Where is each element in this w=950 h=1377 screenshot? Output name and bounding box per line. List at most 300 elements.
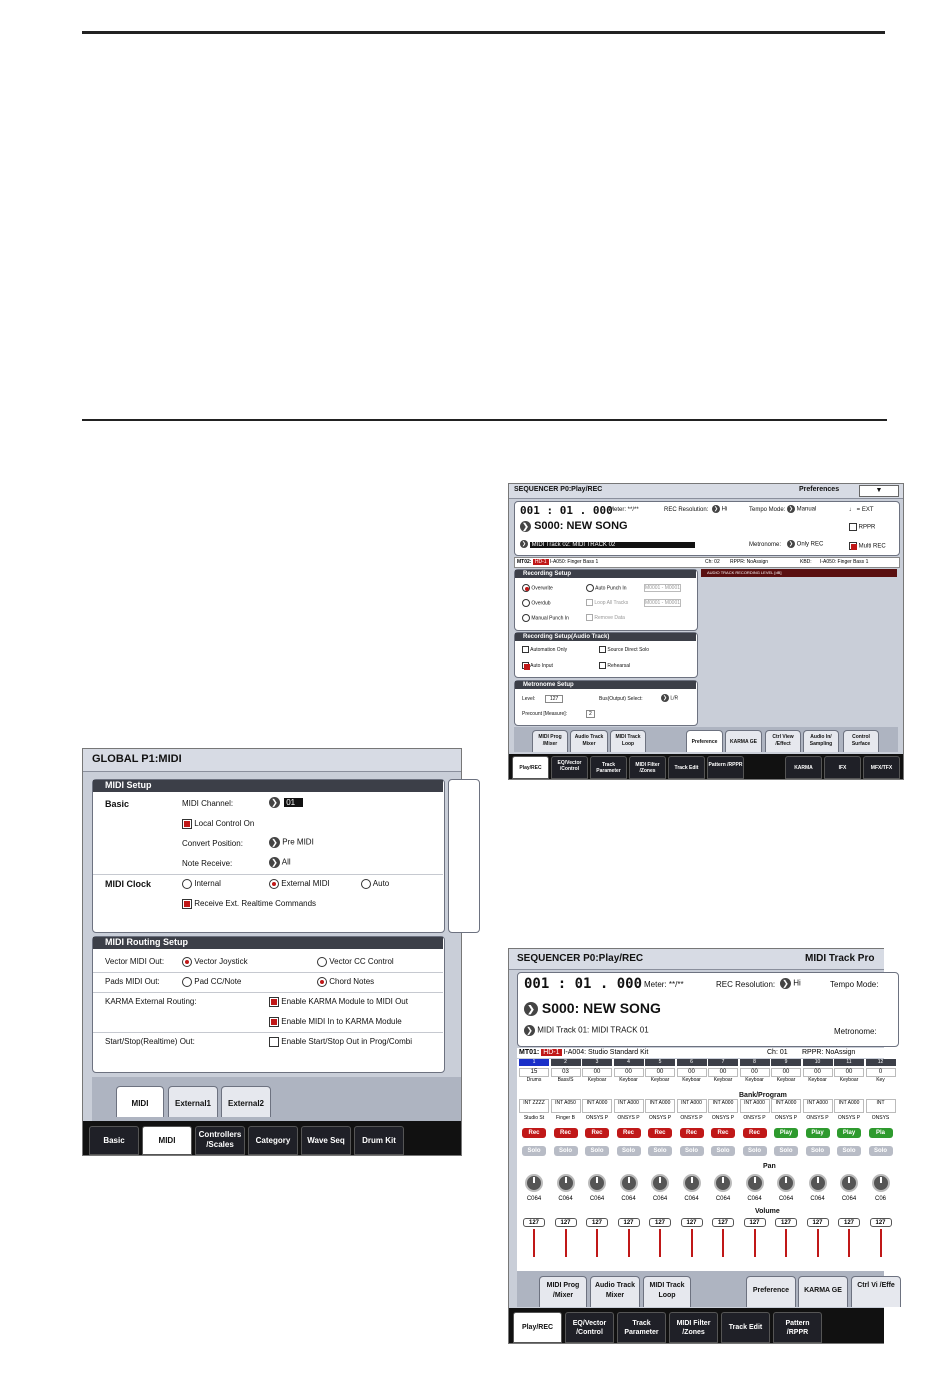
checkbox-icon bbox=[269, 1017, 279, 1027]
tab-preference[interactable]: Preference bbox=[746, 1276, 796, 1307]
section-rule bbox=[82, 419, 887, 421]
volume-fader[interactable] bbox=[659, 1229, 661, 1257]
basic-label: Basic bbox=[105, 799, 130, 809]
checkbox-icon bbox=[599, 646, 606, 653]
track-state-button[interactable]: Rec bbox=[648, 1128, 672, 1138]
track-category-name: Keyboar bbox=[808, 1077, 827, 1083]
tab-control-surface[interactable]: Control Surface bbox=[843, 730, 879, 752]
track-category[interactable]: 00 bbox=[771, 1068, 801, 1077]
side-panel bbox=[448, 779, 480, 933]
bus-label: Bus(Output) Select: bbox=[599, 696, 643, 702]
page-menu[interactable]: MIDI Track Pro bbox=[805, 953, 875, 964]
track-volume-value[interactable]: 127 bbox=[838, 1218, 860, 1227]
track-pan-value: C064 bbox=[841, 1196, 857, 1202]
track-bank[interactable]: INT A000 bbox=[614, 1099, 644, 1113]
rec-resolution-popup[interactable]: ❯ Hi bbox=[780, 978, 801, 989]
track-bank[interactable]: INT A050 bbox=[551, 1099, 581, 1113]
pan-knob-icon[interactable] bbox=[809, 1174, 827, 1192]
bottom-tab-karma[interactable]: KARMA bbox=[785, 756, 822, 779]
auto-punch-radio[interactable]: Auto Punch In bbox=[586, 584, 627, 592]
popup-arrow-icon: ❯ bbox=[780, 978, 791, 989]
pan-knob-icon[interactable] bbox=[525, 1174, 543, 1192]
tab-karma-ge[interactable]: KARMA GE bbox=[798, 1276, 848, 1307]
track-volume-value[interactable]: 127 bbox=[649, 1218, 671, 1227]
radio-icon bbox=[269, 879, 279, 889]
popup-arrow-icon: ❯ bbox=[788, 541, 794, 547]
track-pan-value: C064 bbox=[684, 1196, 699, 1202]
track-number: 3 bbox=[582, 1059, 612, 1066]
track-state-button[interactable]: Rec bbox=[554, 1128, 578, 1138]
note-receive-popup[interactable]: ❯ All bbox=[269, 857, 291, 868]
clock-internal-radio[interactable]: Internal bbox=[182, 879, 221, 889]
bottom-tab-drum-kit[interactable]: Drum Kit bbox=[354, 1126, 404, 1155]
bottom-tab-eq-vector[interactable]: EQ/Vector /Control bbox=[565, 1312, 614, 1343]
track-volume-value[interactable]: 127 bbox=[807, 1218, 829, 1227]
punch-range[interactable]: M0001 - M0001 bbox=[645, 585, 681, 591]
clock-auto-radio[interactable]: Auto bbox=[361, 879, 389, 889]
popup-arrow-icon: ❯ bbox=[269, 857, 280, 868]
tempo-mode-label: Tempo Mode: bbox=[749, 507, 786, 513]
bottom-tab-midi-filter[interactable]: MIDI Filter /Zones bbox=[669, 1312, 718, 1343]
midi-to-karma-checkbox[interactable]: Enable MIDI In to KARMA Module bbox=[269, 1017, 402, 1027]
pad-cc-radio[interactable]: Pad CC/Note bbox=[182, 977, 241, 987]
track-info-bar bbox=[514, 557, 900, 568]
track-number: 5 bbox=[645, 1059, 675, 1066]
track-program-name: ONSYS P bbox=[743, 1115, 766, 1121]
rppr-checkbox[interactable]: RPPR bbox=[849, 523, 875, 531]
karma-to-midi-checkbox[interactable]: Enable KARMA Module to MIDI Out bbox=[269, 997, 408, 1007]
volume-fader[interactable] bbox=[817, 1229, 819, 1257]
track-category[interactable]: 00 bbox=[677, 1068, 707, 1077]
track-bank[interactable]: INT ZZZZ bbox=[519, 1099, 549, 1113]
track-pan-value: C064 bbox=[747, 1196, 762, 1202]
popup-arrow-icon: ❯ bbox=[662, 695, 668, 701]
divider bbox=[93, 992, 443, 993]
local-control-checkbox[interactable]: Local Control On bbox=[182, 819, 254, 829]
track-category-name: Keyboar bbox=[619, 1077, 638, 1083]
track-select[interactable]: ❯ MIDI Track 01: MIDI TRACK 01 bbox=[524, 1025, 649, 1036]
rec-resolution-label: REC Resolution: bbox=[716, 980, 776, 989]
tab-midi-prog-mixer[interactable]: MIDI Prog /Mixer bbox=[539, 1276, 587, 1307]
radio-icon bbox=[586, 584, 594, 592]
metronome-popup[interactable]: ❯ Only REC bbox=[788, 541, 824, 548]
track-bank[interactable]: INT bbox=[866, 1099, 896, 1113]
radio-icon bbox=[182, 957, 192, 967]
auto-input-checkbox[interactable]: Auto Input bbox=[522, 662, 553, 669]
track-category-name: Bass/S bbox=[557, 1077, 574, 1083]
rec-resolution-popup[interactable]: ❯ Hi bbox=[713, 506, 728, 513]
volume-fader[interactable] bbox=[565, 1229, 567, 1257]
track-state-button[interactable]: Play bbox=[806, 1128, 830, 1138]
meter-display: Meter: **/** bbox=[644, 980, 684, 989]
track-state-button[interactable]: Pla bbox=[869, 1128, 893, 1138]
sequencer-mixer-screenshot bbox=[508, 948, 895, 1344]
info-kbd: KBD: bbox=[800, 559, 812, 565]
track-category[interactable]: 00 bbox=[803, 1068, 833, 1077]
info-ch: Ch: 02 bbox=[705, 559, 720, 565]
bottom-tab-midi[interactable]: MIDI bbox=[142, 1126, 192, 1155]
track-category[interactable]: 00 bbox=[834, 1068, 864, 1077]
location-display[interactable]: 001 : 01 . 000 bbox=[524, 976, 643, 992]
tab-audio-in-sampling[interactable]: Audio In/ Sampling bbox=[803, 730, 839, 752]
radio-icon bbox=[522, 584, 530, 592]
track-bank[interactable]: INT A000 bbox=[803, 1099, 833, 1113]
checkbox-icon bbox=[849, 542, 857, 550]
track-solo-button[interactable]: Solo bbox=[837, 1146, 861, 1156]
bottom-tab-track-edit[interactable]: Track Edit bbox=[721, 1312, 770, 1343]
bottom-tab-play-rec[interactable]: Play/REC bbox=[512, 756, 549, 779]
track-volume-value[interactable]: 127 bbox=[586, 1218, 608, 1227]
popup-arrow-icon: ❯ bbox=[521, 541, 527, 547]
track-program-name: ONSYS P bbox=[711, 1115, 735, 1121]
audio-level-bar: AUDIO TRACK RECORDING LEVEL [dB] bbox=[701, 569, 897, 577]
track-volume-value[interactable]: 127 bbox=[523, 1218, 545, 1227]
menu-dropdown-icon[interactable]: ▼ bbox=[859, 485, 899, 497]
checkbox-icon bbox=[269, 997, 279, 1007]
level-label: Level: bbox=[522, 696, 536, 702]
bottom-tab-wave-seq[interactable]: Wave Seq bbox=[301, 1126, 351, 1155]
tempo-display: ♩ = EXT bbox=[849, 507, 874, 513]
checkbox-icon bbox=[522, 662, 529, 669]
track-solo-button[interactable]: Solo bbox=[648, 1146, 672, 1156]
overwrite-radio[interactable]: Overwrite bbox=[522, 584, 553, 592]
info-ch: Ch: 01 bbox=[767, 1049, 788, 1056]
startstop-label: Start/Stop(Realtime) Out: bbox=[105, 1037, 195, 1046]
track-program-name: ONSYS P bbox=[617, 1115, 640, 1121]
track-pan-value: C06 bbox=[874, 1196, 886, 1202]
track-category-name: Keyboar bbox=[776, 1077, 796, 1083]
precount-value[interactable]: 2 bbox=[586, 710, 595, 718]
track-number: 2 bbox=[551, 1059, 581, 1066]
popup-arrow-icon: ❯ bbox=[713, 506, 719, 512]
divider bbox=[93, 972, 443, 973]
track-number: 11 bbox=[834, 1059, 864, 1066]
track-program-name: ONSYS P bbox=[680, 1115, 703, 1121]
track-category-name: Keyboar bbox=[650, 1077, 670, 1083]
track-category-name: Key bbox=[876, 1077, 885, 1083]
pan-knob-icon[interactable] bbox=[683, 1174, 701, 1192]
radio-icon bbox=[182, 977, 192, 987]
tab-external1[interactable]: External1 bbox=[168, 1086, 218, 1117]
track-category[interactable]: 00 bbox=[614, 1068, 644, 1077]
track-solo-button[interactable]: Solo bbox=[774, 1146, 798, 1156]
track-solo-button[interactable]: Solo bbox=[711, 1146, 735, 1156]
tab-midi-track-loop[interactable]: MIDI Track Loop bbox=[643, 1276, 691, 1307]
automation-checkbox[interactable]: Automation Only bbox=[522, 646, 567, 653]
track-volume-value[interactable]: 127 bbox=[744, 1218, 766, 1227]
track-state-button[interactable]: Rec bbox=[522, 1128, 546, 1138]
tempo-mode-popup[interactable]: ❯ Manual bbox=[788, 506, 817, 513]
track-number: 12 bbox=[866, 1059, 896, 1066]
volume-fader[interactable] bbox=[691, 1229, 693, 1257]
checkbox-icon bbox=[586, 599, 593, 606]
popup-arrow-icon: ❯ bbox=[269, 837, 280, 848]
pan-knob-icon[interactable] bbox=[588, 1174, 606, 1192]
track-bank[interactable]: INT A000 bbox=[771, 1099, 801, 1113]
page-title-bar bbox=[83, 749, 461, 772]
sequencer-preference-screenshot bbox=[508, 483, 904, 780]
track-solo-button[interactable]: Solo bbox=[522, 1146, 546, 1156]
radio-icon bbox=[522, 599, 530, 607]
track-bank[interactable]: INT A000 bbox=[834, 1099, 864, 1113]
tab-midi-track-loop[interactable]: MIDI Track Loop bbox=[610, 730, 646, 752]
page-title: GLOBAL P1:MIDI bbox=[92, 753, 182, 765]
track-solo-button[interactable]: Solo bbox=[869, 1146, 893, 1156]
radio-icon bbox=[317, 957, 327, 967]
routing-header: MIDI Routing Setup bbox=[93, 937, 443, 949]
track-category[interactable]: 03 bbox=[551, 1068, 581, 1077]
popup-arrow-icon: ❯ bbox=[788, 506, 794, 512]
track-category-name: Drums bbox=[526, 1077, 542, 1083]
tab-karma-ge[interactable]: KARMA GE bbox=[725, 730, 762, 752]
track-state-button[interactable]: Rec bbox=[585, 1128, 609, 1138]
page-title: SEQUENCER P0:Play/REC bbox=[514, 486, 603, 493]
track-pan-value: C064 bbox=[621, 1196, 636, 1202]
metronome-label: Metronome: bbox=[749, 542, 782, 548]
pan-knob-icon[interactable] bbox=[872, 1174, 890, 1192]
track-program-name: ONSYS P bbox=[648, 1115, 672, 1121]
manual-punch-radio[interactable]: Manual Punch In bbox=[522, 614, 569, 622]
info-prog: I-A050: Finger Bass 1 bbox=[549, 559, 599, 565]
radio-icon bbox=[317, 977, 327, 987]
track-category[interactable]: 00 bbox=[708, 1068, 738, 1077]
convert-position-popup[interactable]: ❯ Pre MIDI bbox=[269, 837, 314, 848]
bottom-tab-controllers[interactable]: Controllers /Scales bbox=[195, 1126, 245, 1155]
rec-resolution-label: REC Resolution: bbox=[664, 507, 709, 513]
track-select[interactable]: ❯ MIDI Track 02: MIDI TRACK 02 bbox=[520, 540, 695, 548]
track-category[interactable]: 15 bbox=[519, 1068, 549, 1077]
track-state-button[interactable]: Rec bbox=[743, 1128, 767, 1138]
volume-label: Volume bbox=[755, 1208, 780, 1215]
bottom-tab-pattern-rppr[interactable]: Pattern /RPPR bbox=[773, 1312, 822, 1343]
receive-ext-checkbox[interactable]: Receive Ext. Realtime Commands bbox=[182, 899, 316, 909]
track-program-name: ONSYS P bbox=[806, 1115, 829, 1121]
pan-knob-icon[interactable] bbox=[714, 1174, 732, 1192]
midi-channel-popup[interactable] bbox=[269, 797, 303, 808]
karma-label: KARMA External Routing: bbox=[105, 997, 197, 1006]
mixer-area bbox=[517, 1059, 884, 1271]
popup-arrow-icon: ❯ bbox=[269, 797, 280, 808]
volume-fader[interactable] bbox=[785, 1229, 787, 1257]
track-state-button[interactable]: Rec bbox=[617, 1128, 641, 1138]
tab-midi-prog-mixer[interactable]: MIDI Prog /Mixer bbox=[532, 730, 568, 752]
volume-fader[interactable] bbox=[880, 1229, 882, 1257]
loop-range[interactable]: M0001 - M0001 bbox=[645, 600, 681, 606]
track-volume-value[interactable]: 127 bbox=[870, 1218, 892, 1227]
track-bank[interactable]: INT A000 bbox=[708, 1099, 738, 1113]
track-volume-value[interactable]: 127 bbox=[775, 1218, 797, 1227]
volume-fader[interactable] bbox=[722, 1229, 724, 1257]
remove-data-checkbox[interactable]: Remove Data bbox=[586, 614, 625, 621]
divider bbox=[93, 874, 443, 875]
track-category[interactable]: 00 bbox=[740, 1068, 770, 1077]
track-program-name: ONSYS P bbox=[837, 1115, 861, 1121]
track-solo-button[interactable]: Solo bbox=[806, 1146, 830, 1156]
track-pan-value: C064 bbox=[652, 1196, 668, 1202]
track-program-name: Finger B bbox=[556, 1115, 575, 1121]
pan-knob-icon[interactable] bbox=[651, 1174, 669, 1192]
popup-arrow-icon: ❯ bbox=[524, 1002, 538, 1016]
bottom-tab-basic[interactable]: Basic bbox=[89, 1126, 139, 1155]
track-volume-value[interactable]: 127 bbox=[712, 1218, 734, 1227]
track-number: 4 bbox=[614, 1059, 644, 1066]
checkbox-icon bbox=[586, 614, 593, 621]
bottom-tab-track-parameter[interactable]: Track Parameter bbox=[590, 756, 627, 779]
track-category[interactable]: 0 bbox=[866, 1068, 896, 1077]
track-category[interactable]: 00 bbox=[645, 1068, 675, 1077]
precount-label: Precount [Measure]: bbox=[522, 711, 568, 717]
track-category-name: Keyboar bbox=[745, 1077, 764, 1083]
volume-fader[interactable] bbox=[596, 1229, 598, 1257]
tab-ctrl-view-effect[interactable]: Ctrl View /Effect bbox=[765, 730, 801, 752]
volume-fader[interactable] bbox=[628, 1229, 630, 1257]
recording-setup-header: Recording Setup bbox=[515, 570, 696, 578]
checkbox-icon bbox=[269, 1037, 279, 1047]
info-hd: HD-1 bbox=[534, 559, 547, 565]
popup-arrow-icon: ❯ bbox=[520, 521, 531, 532]
pan-knob-icon[interactable] bbox=[840, 1174, 858, 1192]
convert-position-label: Convert Position: bbox=[182, 839, 243, 848]
bus-popup[interactable]: ❯ L/R bbox=[662, 695, 679, 702]
song-select[interactable]: ❯ S000: NEW SONG bbox=[520, 520, 628, 532]
radio-icon bbox=[182, 879, 192, 889]
track-bank[interactable]: INT A000 bbox=[677, 1099, 707, 1113]
vector-label: Vector MIDI Out: bbox=[105, 957, 165, 966]
tab-midi[interactable]: MIDI bbox=[116, 1086, 164, 1117]
tab-preference[interactable]: Preference bbox=[686, 730, 723, 752]
pan-knob-icon[interactable] bbox=[777, 1174, 795, 1192]
bottom-tab-ifx[interactable]: IFX bbox=[824, 756, 861, 779]
track-number: 6 bbox=[677, 1059, 707, 1066]
info-hd: HD-1 bbox=[543, 1049, 560, 1056]
volume-fader[interactable] bbox=[848, 1229, 850, 1257]
track-state-button[interactable]: Rec bbox=[680, 1128, 704, 1138]
track-solo-button[interactable]: Solo bbox=[554, 1146, 578, 1156]
vector-joystick-radio[interactable]: Vector Joystick bbox=[182, 957, 248, 967]
page-title-bar bbox=[509, 949, 884, 970]
track-pan-value: C064 bbox=[526, 1196, 542, 1202]
clock-external-radio[interactable]: External MIDI bbox=[269, 879, 330, 889]
track-state-button[interactable]: Play bbox=[837, 1128, 861, 1138]
bottom-tab-track-parameter[interactable]: Track Parameter bbox=[617, 1312, 666, 1343]
track-bank[interactable]: INT A000 bbox=[582, 1099, 612, 1113]
midi-channel-label: MIDI Channel: bbox=[182, 799, 234, 808]
chord-notes-radio[interactable]: Chord Notes bbox=[317, 977, 374, 987]
tempo-mode-label: Tempo Mode: bbox=[830, 980, 879, 989]
info-prog: I-A004: Studio Standard Kit bbox=[563, 1049, 649, 1056]
overdub-radio[interactable]: Overdub bbox=[522, 599, 551, 607]
metronome-setup-header: Metronome Setup bbox=[515, 681, 696, 689]
pads-label: Pads MIDI Out: bbox=[105, 977, 160, 986]
audio-setup-header: Recording Setup(Audio Track) bbox=[515, 633, 696, 641]
track-category[interactable]: 00 bbox=[582, 1068, 612, 1077]
bottom-tab-eq-vector[interactable]: EQ/Vector /Control bbox=[551, 756, 588, 779]
tab-ctrl-view-effect[interactable]: Ctrl Vi /Effe bbox=[851, 1276, 901, 1307]
midi-setup-header: MIDI Setup bbox=[93, 780, 443, 792]
checkbox-icon bbox=[599, 662, 606, 669]
level-value[interactable]: 127 bbox=[545, 695, 563, 703]
midi-channel-value[interactable]: 01 bbox=[284, 798, 303, 807]
track-pan-value: C064 bbox=[589, 1196, 605, 1202]
meter-display: Meter: **/** bbox=[609, 507, 639, 513]
track-bank[interactable]: INT A000 bbox=[740, 1099, 770, 1113]
info-mt: MT01: bbox=[519, 1049, 540, 1056]
pan-knob-icon[interactable] bbox=[620, 1174, 638, 1192]
track-state-button[interactable]: Rec bbox=[711, 1128, 735, 1138]
pan-label: Pan bbox=[763, 1163, 776, 1170]
note-receive-label: Note Receive: bbox=[182, 859, 233, 868]
track-solo-button[interactable]: Solo bbox=[585, 1146, 609, 1156]
global-midi-screenshot bbox=[82, 748, 462, 1156]
top-rule bbox=[82, 31, 885, 34]
track-volume-value[interactable]: 127 bbox=[618, 1218, 640, 1227]
track-number: 8 bbox=[740, 1059, 770, 1066]
checkbox-icon bbox=[182, 819, 192, 829]
track-info-bar bbox=[517, 1048, 887, 1058]
info-kbd-prog: I-A050: Finger Bass 1 bbox=[820, 559, 869, 565]
bottom-tab-mfx-tfx[interactable]: MFX/TFX bbox=[863, 756, 900, 779]
vector-cc-radio[interactable]: Vector CC Control bbox=[317, 957, 394, 967]
multi-rec-checkbox[interactable]: Multi REC bbox=[849, 542, 886, 550]
bottom-tab-play-rec[interactable]: Play/REC bbox=[513, 1312, 562, 1343]
track-pan-value: C064 bbox=[715, 1196, 731, 1202]
divider bbox=[93, 1032, 443, 1033]
track-volume-value[interactable]: 127 bbox=[681, 1218, 703, 1227]
track-solo-button[interactable]: Solo bbox=[743, 1146, 767, 1156]
tab-audio-track-mixer[interactable]: Audio Track Mixer bbox=[590, 1276, 640, 1307]
song-select[interactable]: ❯ S000: NEW SONG bbox=[524, 1000, 661, 1016]
metronome-label: Metronome: bbox=[834, 1027, 877, 1036]
tab-audio-track-mixer[interactable]: Audio Track Mixer bbox=[570, 730, 608, 752]
volume-fader[interactable] bbox=[754, 1229, 756, 1257]
track-pan-value: C064 bbox=[810, 1196, 825, 1202]
track-program-name: ONSYS P bbox=[585, 1115, 609, 1121]
track-volume-value[interactable]: 127 bbox=[555, 1218, 577, 1227]
pan-knob-icon[interactable] bbox=[746, 1174, 764, 1192]
bottom-tab-midi-filter[interactable]: MIDI Filter /Zones bbox=[629, 756, 666, 779]
volume-fader[interactable] bbox=[533, 1229, 535, 1257]
track-state-button[interactable]: Play bbox=[774, 1128, 798, 1138]
pan-knob-icon[interactable] bbox=[557, 1174, 575, 1192]
track-category-name: Keyboar bbox=[682, 1077, 701, 1083]
track-bank[interactable]: INT A000 bbox=[645, 1099, 675, 1113]
track-program-name: ONSYS P bbox=[774, 1115, 798, 1121]
startstop-checkbox[interactable]: Enable Start/Stop Out in Prog/Combi bbox=[269, 1037, 412, 1047]
page-menu[interactable]: Preferences bbox=[799, 486, 840, 493]
track-number: 7 bbox=[708, 1059, 738, 1066]
tab-external2[interactable]: External2 bbox=[221, 1086, 271, 1117]
location-display[interactable]: 001 : 01 . 000 bbox=[520, 504, 613, 517]
bottom-tab-track-edit[interactable]: Track Edit bbox=[668, 756, 705, 779]
track-number: 9 bbox=[771, 1059, 801, 1066]
track-solo-button[interactable]: Solo bbox=[617, 1146, 641, 1156]
info-rppr: RPPR: NoAssign bbox=[802, 1049, 856, 1056]
track-solo-button[interactable]: Solo bbox=[680, 1146, 704, 1156]
info-rppr: RPPR: NoAssign bbox=[730, 559, 769, 565]
track-pan-value: C064 bbox=[558, 1196, 573, 1202]
loop-all-checkbox[interactable]: Loop All Tracks bbox=[586, 599, 628, 606]
checkbox-icon bbox=[182, 899, 192, 909]
bottom-tab-pattern-rppr[interactable]: Pattern /RPPR bbox=[707, 756, 744, 779]
checkbox-icon bbox=[522, 646, 529, 653]
source-direct-checkbox[interactable]: Source Direct Solo bbox=[599, 646, 649, 653]
bottom-tab-category[interactable]: Category bbox=[248, 1126, 298, 1155]
rehearsal-checkbox[interactable]: Rehearsal bbox=[599, 662, 630, 669]
track-category-name: Keyboar bbox=[839, 1077, 859, 1083]
track-category-name: Keyboar bbox=[713, 1077, 733, 1083]
track-number: 10 bbox=[803, 1059, 833, 1066]
radio-icon bbox=[361, 879, 371, 889]
